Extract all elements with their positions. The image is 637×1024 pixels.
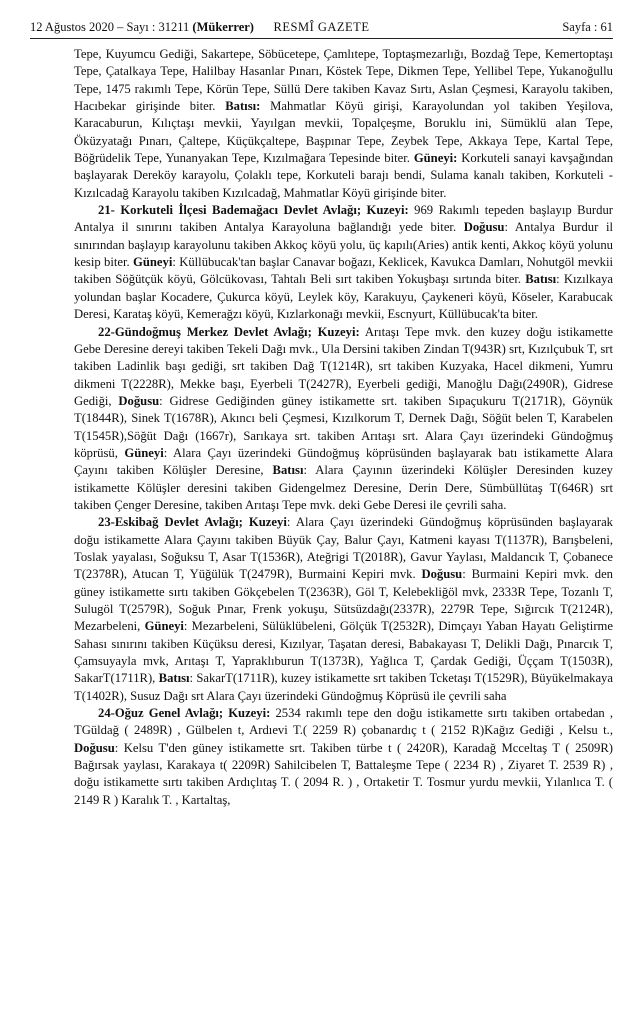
text-run: : SakarT(1711R), kuzey istikamette srt takiben Tcketaşı T(1529R), Büyükelmakaya T(1402R), Susuz Dağı srt Alara Çayı üzerindeki Gündoğmuş Köprüsü ile çevrili saha xyxy=(74,671,613,703)
bold-run: 21- Korkuteli İlçesi Bademağacı Devlet Avlağı; Kuzeyi: xyxy=(98,203,409,218)
text-run: Mahmatlar Köyü girişi, Karayolundan yol takiben Yeşilova, Karacaburun, Kılıçtaşı mevkii, Yayılgan mevkii, Topalçeşme, Boruklu ini, Sümüklü alan Tepe, Öküzyatağı Pınarı, Çaltepe, Küçükçaltepe, Başpınar Tepe, Zeybek Tepe, Akkaya Tepe, Kartal Tepe, Böğrüdelik Tepe, Yunanyakan Tepe, Kızılmağara Tepesinde biter. xyxy=(74,99,613,166)
text-run: : Gidrese Gediğinden güney istikamette srt. takiben Sıpaçukuru T(2171R), Göynük T(1844R), Sinek T(1678R), Akıncı beli Çeşmesi, Kızılkorum T, Dernek Dağı, Söğüt belen T, Karabelen T(1545R),Söğüt Dağı (1667r), Sarıkaya srt. takiben Arıtaşı srt. Alara Çayı üzerindeki Gündoğmuş köprüsü, xyxy=(74,393,613,460)
bold-run: 24-Oğuz Genel Avlağı; Kuzeyi: xyxy=(98,706,271,721)
text-run: : Alara Çayı üzerindeki Gündoğmuş köprüsünden başlayarak batı istikamette Alara Çayını takiben Kölüşler Deresine, xyxy=(74,445,613,478)
bold-run: Batısı xyxy=(272,463,304,478)
text-run: : Alara Çayının üzerindeki Kölüşler Deresinden kuzey istikamette Kölüşler deresini takiben Gidengelmez Deresine, Derin Dere, Sümbüllütaş T(646R) srt takiben Çenger Deresine, takiben Arıtaşı Tepe mvk. deki Gebe Deresi ile çevrili saha. xyxy=(74,463,614,512)
bold-run: 22-Gündoğmuş Merkez Devlet Avlağı; Kuzeyi: xyxy=(98,324,360,339)
bold-run: Güneyi xyxy=(133,255,173,270)
paragraph-korkuteli-bademagaci xyxy=(74,202,613,323)
text-run: : Mezarbeleni, Sülüklübeleni, Gölçük T(2532R), Dimçayı Yaban Hayatı Geliştirme Sahası sınırını takiben Küçüksu deresi, Kızılyar, Taşatan deresi, Babakayası T, Delikli Dağı, Pınarcık T, Çamsuyayla mvk, Arıtaşı T, Yapraklıburun T(1373R), Yağlıca T, Çardak Gediği, Üççam T(1503R), SakarT(1711R), xyxy=(74,619,613,686)
bold-run: Doğusu xyxy=(421,567,463,582)
bold-run: Batısı xyxy=(525,272,557,287)
text-run: : Küllübucak'tan başlar Canavar boğazı, Keklicek, Kavukca Damları, Nohutgöl mevkii takiben Söğütçük köyü, Gölcükovası, Tahtalı Beli sırt takiben Yokuşbaşı sırtında biter. xyxy=(74,255,613,287)
paragraph-eskibag xyxy=(74,514,613,705)
header-rule xyxy=(30,38,613,39)
paragraph-gundogmus-merkez xyxy=(74,324,613,515)
gazette-title: RESMÎ GAZETE xyxy=(273,19,370,34)
bold-run: Doğusu xyxy=(74,740,115,755)
bold-run: Güneyi xyxy=(144,619,184,634)
bold-run: Batısı xyxy=(158,671,190,686)
text-run: 2534 rakımlı tepe den doğu istikamette sırtı takiben ortabedan , TGüldağ ( 2489R) , Gülbelen t, Ardıevi T.( 2259 R) çobanardıç t ( 2152 R)Kağız Gediği , Kelsu t., xyxy=(74,706,613,738)
text-run: Arıtaşı Tepe mvk. den kuzey doğu istikamette Gebe Deresine dereyi takiben Tekeli Dağı mvk., Ula Dersini takiben Zindan T(943R) srt, Kızılçubuk T, srt takiben Ladinlik başı gediği, srt takiben Dağ T(1214R), srt takiben Kuzyaka, Hacel dikmeni, Yumru dikmeni T(2228R), Mekke başı, Eyerbeli T(2427R), Eyerbeli gediği, Manoğlu Dağı(2490R), Gidrese Gediği, xyxy=(74,324,614,408)
text-run: Tepe, Kuyumcu Gediği, Sakartepe, Söbücetepe, Çamlıtepe, Toptaşmezarlığı, Bozdağ Tepe, Kemertoptaşı Tepe, Çatalkaya Tepe, Halilbay Hasanlar Pınarı, Köstek Tepe, Dikmen Tepe, Yellibel Tepe, Yukanoğullu Tepe, 1475 rakımlı Tepe, Körün Tepe, Süllü Dere takiben Kavaz Sırtı, Aslan Çeşmesi, Karayolu takiben, Hacıbekar girişinde biter. xyxy=(74,47,613,114)
bold-run: Doğusu xyxy=(463,220,505,235)
page-header xyxy=(30,18,613,36)
paragraph-continuation xyxy=(74,46,613,202)
date-issue-text: 12 Ağustos 2020 – Sayı : 31211 xyxy=(30,19,190,34)
text-run: : Burmaini Kepiri mvk. den güney istikamette sırtı takiben Gökçebelen T(2363R), Göl T, Kelebekliğöl mvk, 2333R Tepe, Tozanlı T, Sulugöl T(2579R), Soğuk Pınar, Frenk yokuşu, Sütsüzdağı(2337R), 2279R Tepe, Sığırcık T(2124R), Mezarbeleni, xyxy=(74,567,614,634)
text-run: : Kızılkaya yolundan başlar Kocadere, Çukurca köyü, Leylek köy, Karakuyu, Çaykeneri köyü, Köseler, Karabucak Deresi, Karataş köyü, Kemerağzı köyü, Kızlarkonağı mevkii, Escnyurt, Küllübucak'ta biter. xyxy=(74,272,613,322)
bold-run: Güneyi: xyxy=(413,151,458,166)
mukerrer-label: (Mükerrer) xyxy=(192,19,254,34)
paragraph-oguz-genel xyxy=(74,705,613,809)
bold-run: Batısı: xyxy=(225,99,261,114)
text-run: Korkuteli sanayi kavşağından başlayarak Dereköy karayolu, Çolaklı tepe, Korkuteli barajı bendi, Sulama kanalı takiben, Korkuteli - Kızılcadağ Karayolu takiben Kızılcadağ, Mahmatlar Köyü girişinde biter. xyxy=(74,151,614,200)
page-number: Sayfa : 61 xyxy=(562,19,613,34)
text-run: : Kelsu T'den güney istikamette srt. Takiben türbe t ( 2420R), Karadağ Mcceltaş T ( 2509R) Bağırsak yaylası, Karakaya t( 2209R) Sahilcibelen T, Battaleşme Tepe ( 2234 R) , Ziyaret T. 2539 R) , doğu istikamette sırtı takiben Ardıçlıtaş T. ( 2094 R. ) , Ortaketir T. Tosmur yurdu mevkii, Yılanlıca T. ( 2149 R ) Karalık T. , Kartaltaş, xyxy=(74,740,613,807)
text-run: 969 Rakımlı tepeden başlayıp Burdur Antalya il sınırını takiben Antalya Karayoluna bağlandığı yede biter. xyxy=(74,203,613,235)
header-date-issue xyxy=(30,20,254,35)
bold-run: Güneyi xyxy=(124,445,164,460)
bold-run: 23-Eskibağ Devlet Avlağı; Kuzeyi xyxy=(98,515,287,530)
text-run: : Antalya Burdur il sınırından başlayıp karayolunu takiben Akkoç köyü yolu, üç kapılı(Aries) antik kenti, Akkoç köyü yolunu kesip biter. xyxy=(74,220,613,270)
text-run: : Alara Çayı üzerindeki Gündoğmuş köprüsünden başlayarak doğu istikamette Alara Çayını takiben Büyük Çay, Balur Çayı, Katmeni kayası T(1137R), Barışbeleni, Toslak yayalası, Soğuksu T, Asar T(1536R), Ateğrigi T(2018R), Gavur Yaylası, Maldancık T, Çobanece T(2378R), Atucan T, Yüğülük T(2479R), Burmaini Kepiri mvk. xyxy=(74,515,614,582)
bold-run: Doğusu xyxy=(118,393,160,408)
document-body xyxy=(74,46,613,809)
